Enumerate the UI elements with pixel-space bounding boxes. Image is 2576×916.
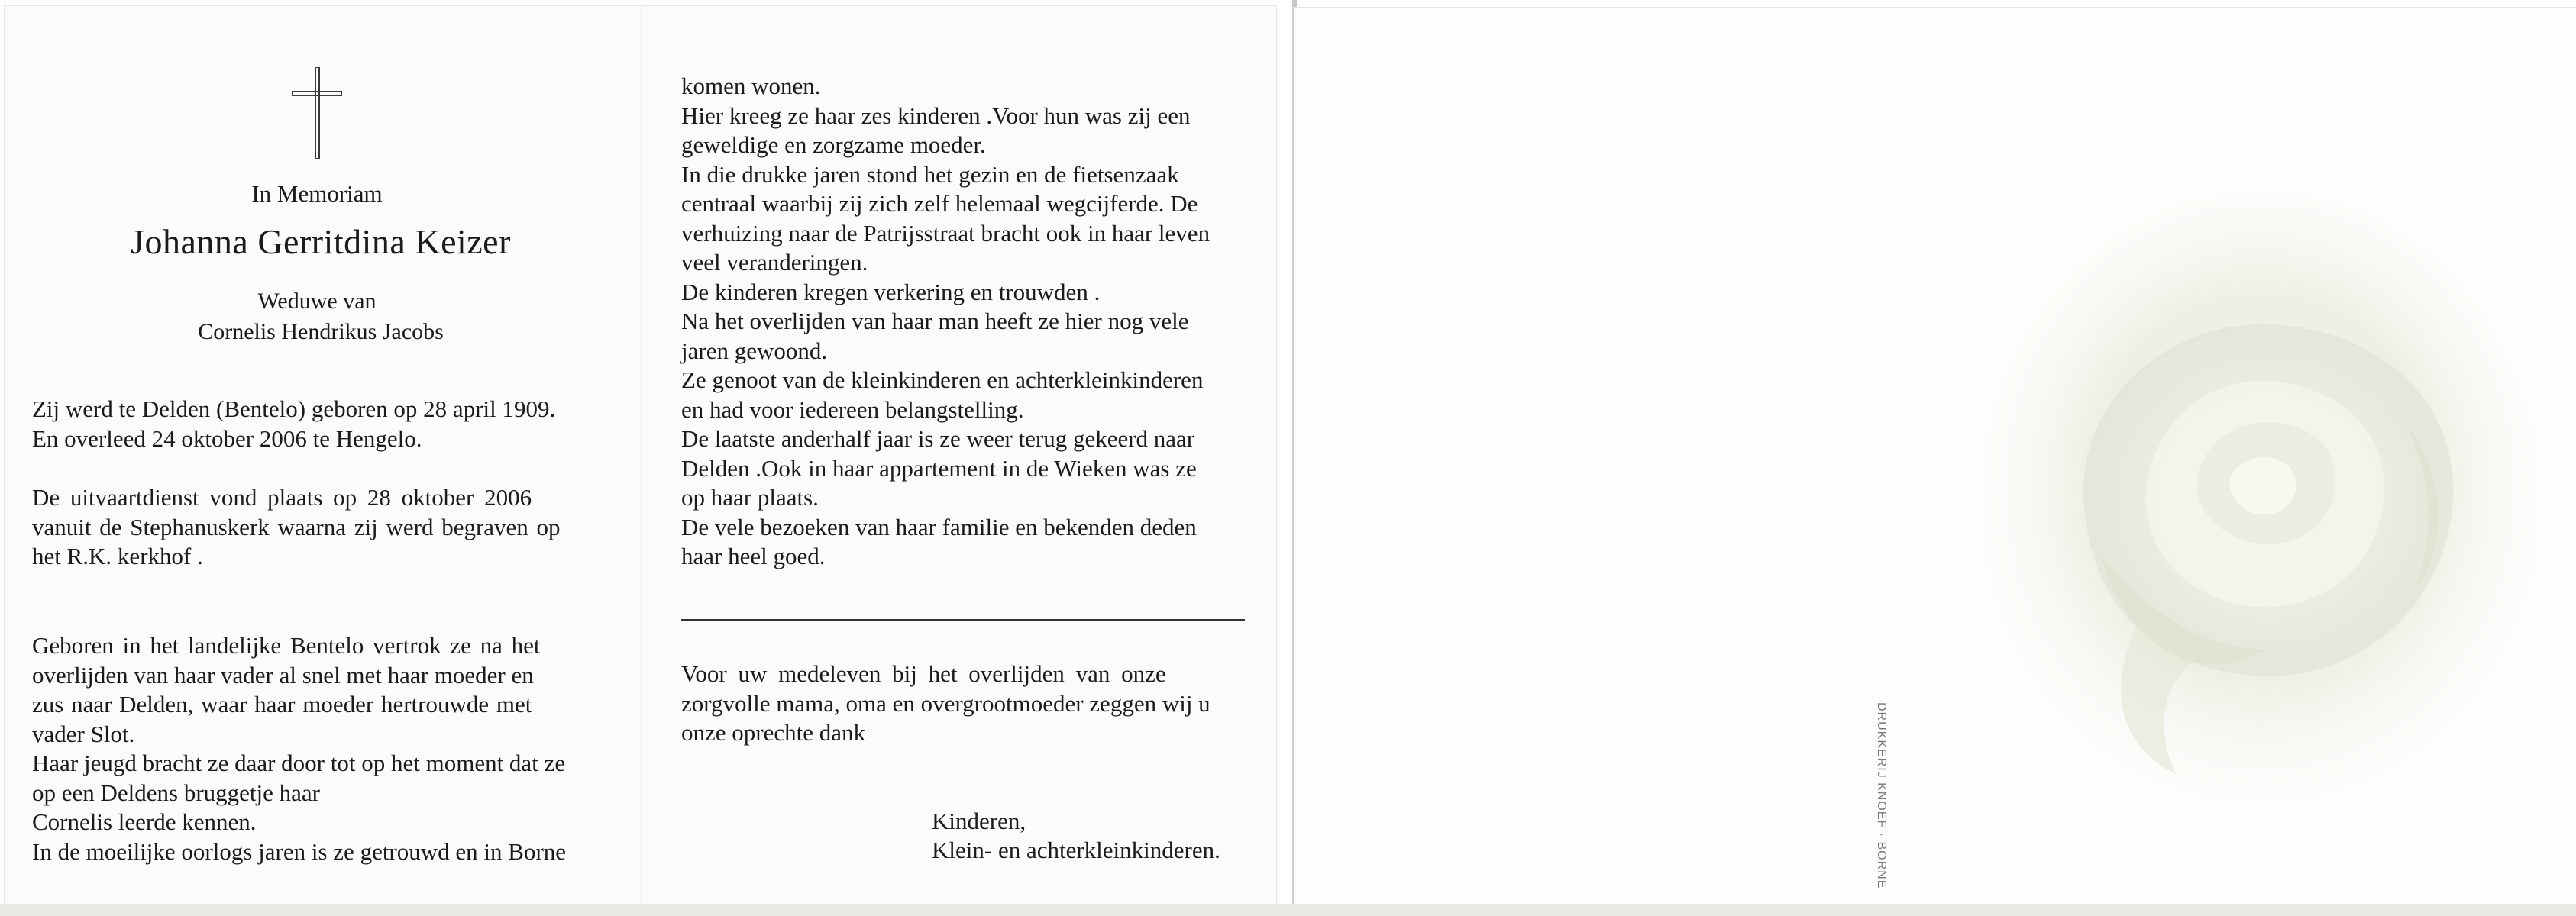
life-story-continued — [681, 72, 1245, 572]
text-line: In die drukke jaren stond het gezin en de fietsenzaak — [681, 160, 1179, 188]
text-line: op haar plaats. — [681, 484, 819, 511]
text-line: vanuit de Stephanuskerk waarna zij werd begraven op — [32, 513, 561, 540]
text-line: Hier kreeg ze haar zes kinderen .Voor hun was zij een — [681, 102, 1191, 129]
text-line: haar heel goed. — [681, 543, 826, 569]
printer-credit: DRUKKERIJ KNOEF · BORNE — [1875, 702, 1888, 889]
cross-icon — [290, 67, 344, 159]
text-line: verhuizing naar de Patrijsstraat bracht ook in haar leven — [681, 219, 1210, 247]
text-line: op een Deldens bruggetje haar — [32, 779, 321, 806]
rose-image — [1978, 195, 2543, 821]
text-line: Zij werd te Delden (Bentelo) geboren op 28 april 1909. — [32, 395, 556, 422]
fold-line — [641, 6, 642, 904]
text-line: vader Slot. — [32, 720, 135, 747]
signature-line: Kinderen, — [932, 808, 1026, 834]
text-line: Voor uw medeleven bij het overlijden van onze — [681, 660, 1166, 687]
text-line: De laatste anderhalf jaar is ze weer terug gekeerd naar — [681, 425, 1195, 452]
text-line: De uitvaartdienst vond plaats op 28 oktober 2006 — [32, 484, 532, 511]
text-line: onze oprechte dank — [681, 719, 865, 746]
text-line: komen wonen. — [681, 73, 821, 99]
signature-line: Klein- en achterkleinkinderen. — [932, 837, 1220, 863]
in-memoriam-heading: In Memoriam — [251, 180, 383, 207]
text-line: zus naar Delden, waar haar moeder hertrouwde met — [32, 691, 532, 718]
text-line: veel veranderingen. — [681, 249, 868, 276]
text-line: het R.K. kerkhof . — [32, 543, 203, 569]
text-line: en had voor iedereen belangstelling. — [681, 395, 1024, 423]
text-line: Geboren in het landelijke Bentelo vertrok ze na het — [32, 632, 541, 659]
text-line: Haar jeugd bracht ze daar door tot op het moment dat ze — [32, 750, 566, 776]
scan-bottom-edge — [0, 904, 2576, 916]
text-line: jaren gewoond. — [681, 337, 828, 364]
text-line: geweldige en zorgzame moeder. — [681, 131, 986, 158]
thanks-paragraph — [681, 660, 1245, 748]
text-line: zorgvolle mama, oma en overgrootmoeder zeggen wij u — [681, 689, 1210, 717]
text-line: In de moeilijke oorlogs jaren is ze getrouwd en in Borne — [32, 837, 567, 865]
text-line: Na het overlijden van haar man heeft ze hier nog vele — [681, 308, 1189, 334]
life-story-paragraph — [32, 631, 599, 866]
birth-death-paragraph — [32, 395, 599, 453]
text-line: En overleed 24 oktober 2006 te Hengelo. — [32, 424, 422, 452]
text-line: Delden .Ook in haar appartement in de Wieken was ze — [681, 454, 1197, 482]
separator-line — [681, 619, 1245, 621]
text-line: Cornelis leerde kennen. — [32, 808, 257, 835]
text-line: Ze genoot van de kleinkinderen en achterkleinkinderen — [681, 366, 1204, 393]
text-line: overlijden van haar vader al snel met haar moeder en — [32, 661, 534, 689]
text-line: De vele bezoeken van haar familie en bekenden deden — [681, 513, 1197, 540]
widow-of-label: Weduwe van — [257, 289, 377, 314]
husband-name: Cornelis Hendrikus Jacobs — [198, 319, 444, 344]
deceased-name: Johanna Gerritdina Keizer — [131, 222, 511, 261]
funeral-paragraph — [32, 483, 599, 572]
text-line: De kinderen kregen verkering en trouwden . — [681, 278, 1101, 305]
text-line: centraal waarbij zij zich zelf helemaal wegcijferde. De — [681, 190, 1198, 217]
